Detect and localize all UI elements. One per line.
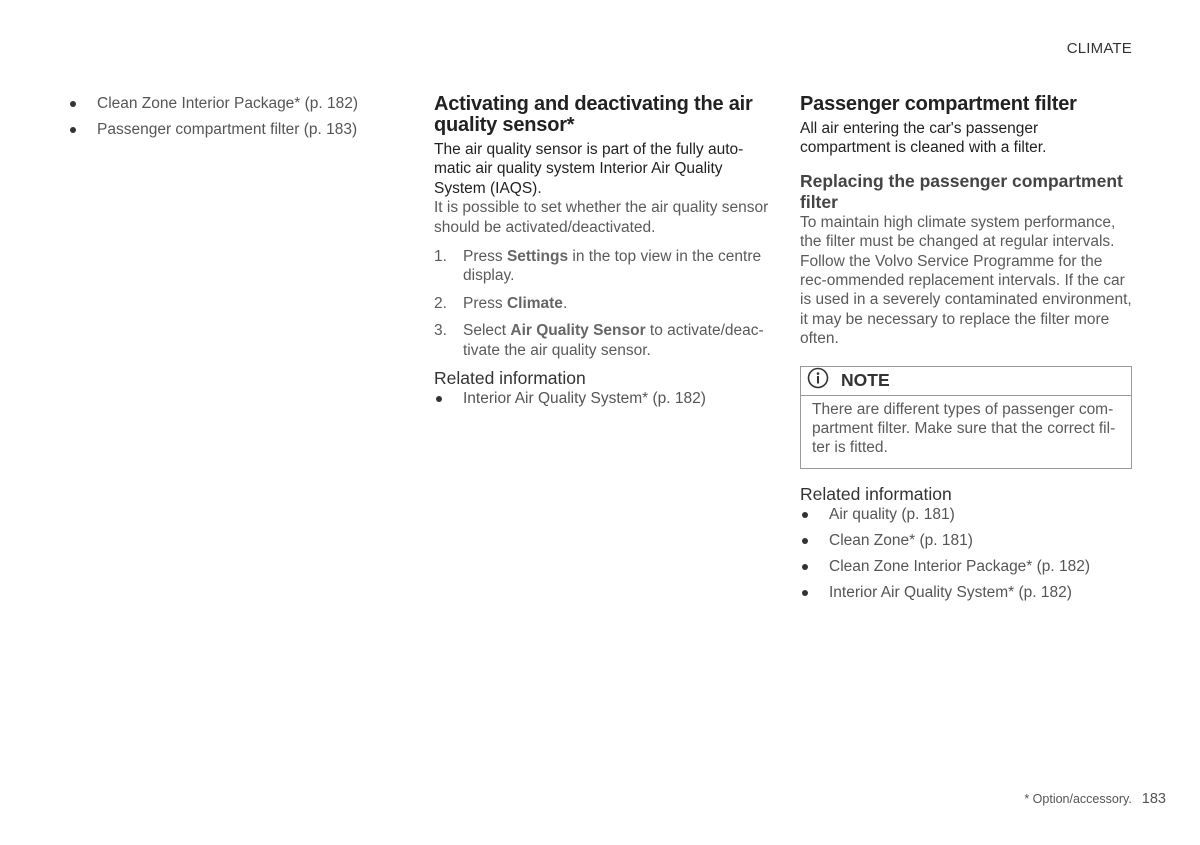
section-heading: Activating and deactivating the air quality sensor*	[434, 93, 753, 136]
step-text-post: to activate/deac-tivate the air quality sensor.	[463, 322, 764, 359]
section-heading: Passenger compartment filter	[800, 93, 1077, 115]
page-number: 183	[1141, 791, 1166, 807]
column-right	[800, 94, 1132, 609]
list-item[interactable]: Passenger compartment filter (p. 183)	[68, 120, 368, 140]
intro-paragraph: All air entering the car's passenger compartment is cleaned with a filter.	[800, 120, 1047, 157]
step-text-bold: Climate	[506, 294, 563, 312]
step-item	[434, 321, 769, 360]
page-footer	[1024, 791, 1166, 807]
step-text-bold: Settings	[506, 248, 569, 266]
column-middle	[434, 94, 769, 415]
related-list	[68, 94, 368, 140]
column-left	[68, 94, 368, 146]
related-information-heading: Related information	[800, 483, 952, 504]
intro-paragraph: The air quality sensor is part of the fully auto-matic air quality system Interior Air Quality System (IAQS).	[434, 141, 744, 197]
steps-list	[434, 247, 769, 360]
info-icon	[807, 367, 829, 394]
related-information-heading: Related information	[434, 368, 586, 389]
step-text-pre: Press	[463, 248, 507, 266]
note-title: NOTE	[841, 370, 890, 391]
related-list	[800, 505, 1132, 603]
step-number: 3.	[434, 322, 447, 340]
step-text-post: .	[562, 294, 568, 312]
note-box	[800, 366, 1132, 469]
note-body: There are different types of passenger com-partment filter. Make sure that the correct fil-ter is fitted.	[812, 400, 1116, 457]
note-header	[801, 367, 1131, 396]
footnote: * Option/accessory.	[1024, 792, 1132, 806]
list-item[interactable]: Clean Zone* (p. 181)	[800, 531, 1132, 551]
list-item[interactable]: Clean Zone Interior Package* (p. 182)	[68, 94, 368, 114]
body-paragraph: To maintain high climate system performance, the filter must be changed at regular intervals. Follow the Volvo Service Programme for the rec-ommended replacement intervals. If the car is used in a severely contaminated environment, it may be necessary to replace the filter more often.	[800, 213, 1132, 348]
list-item[interactable]: Interior Air Quality System* (p. 182)	[434, 389, 769, 409]
step-text-pre: Press	[463, 294, 507, 312]
step-item	[434, 247, 769, 286]
section-title: CLIMATE	[1066, 40, 1132, 57]
step-text-pre: Select	[463, 322, 511, 340]
step-number: 1.	[434, 248, 447, 266]
subheading: Replacing the passenger compartment filter	[800, 170, 1123, 212]
step-text-post: in the top view in the centre display.	[463, 248, 762, 285]
related-list	[434, 389, 769, 409]
list-item[interactable]: Clean Zone Interior Package* (p. 182)	[800, 557, 1132, 577]
list-item[interactable]: Air quality (p. 181)	[800, 505, 1132, 525]
step-number: 2.	[434, 294, 447, 312]
body-paragraph: It is possible to set whether the air quality sensor should be activated/deactivated.	[434, 199, 769, 236]
step-text-bold: Air Quality Sensor	[510, 322, 646, 340]
list-item[interactable]: Interior Air Quality System* (p. 182)	[800, 583, 1132, 603]
step-item	[434, 294, 769, 313]
